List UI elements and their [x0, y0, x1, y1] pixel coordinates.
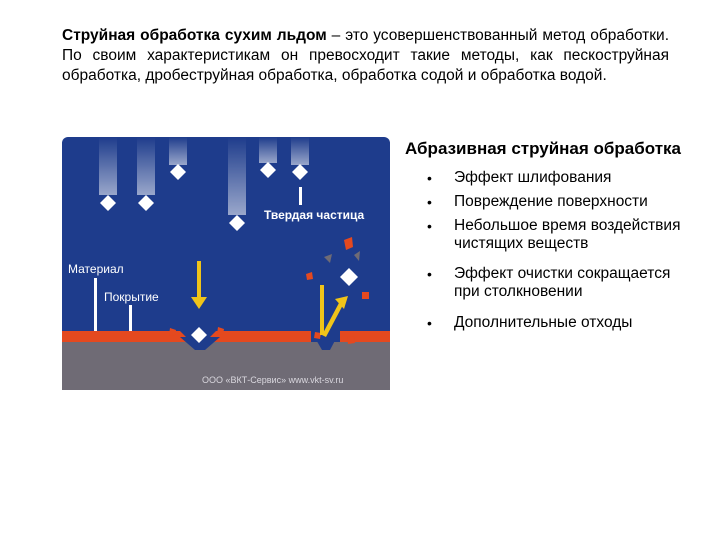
intro-bold: Струйная обработка сухим льдом: [62, 27, 327, 44]
coating-layer: [220, 331, 311, 342]
intro-text: – это усовершенствованный метод обработки. По своим характеристикам он превосходит такие методы, как пескоструйная обработка, дробеструйная обработка, обработка содой и обработка водой.: [62, 27, 669, 84]
particle-trail: [291, 137, 309, 165]
abrasive-list: [405, 169, 685, 332]
bullet-icon: •: [427, 315, 432, 331]
list-item: • Дополнительные отходы: [427, 314, 633, 331]
particle-trail: [99, 137, 117, 195]
coating-pointer: [129, 305, 132, 333]
particle-pointer: [299, 187, 302, 205]
label-coating: Покрытие: [104, 290, 159, 304]
watermark: ООО «ВКТ-Сервис» www.vkt-sv.ru: [202, 375, 344, 385]
coating-chip: [314, 332, 321, 339]
list-item: • Эффект очистки сокращается при столкновении: [427, 265, 671, 300]
particle-trail: [259, 137, 277, 163]
coating-chip: [362, 292, 369, 299]
abrasive-panel: [405, 138, 685, 332]
particle-trail: [228, 137, 246, 215]
particle-trail: [169, 137, 187, 165]
coating-chip: [347, 336, 355, 344]
impact-arrow-shaft: [197, 261, 201, 301]
rebound-arrow-shaft: [320, 285, 324, 335]
abrasive-title: Абразивная струйная обработка: [405, 139, 682, 158]
intro-paragraph: [62, 26, 669, 86]
list-item: • Небольшое время воздействия чистящих веществ: [427, 217, 681, 252]
bullet-icon: •: [427, 194, 432, 210]
bullet-icon: •: [427, 170, 432, 186]
label-particle: Твердая частица: [264, 208, 365, 222]
list-item: • Эффект шлифования: [427, 169, 612, 186]
label-material: Материал: [68, 262, 124, 276]
coating-layer: [62, 331, 172, 342]
blasting-illustration: [62, 137, 390, 390]
list-item: • Повреждение поверхности: [427, 193, 648, 210]
bullet-icon: •: [427, 266, 432, 282]
particle-trail: [137, 137, 155, 195]
bullet-icon: •: [427, 218, 432, 234]
